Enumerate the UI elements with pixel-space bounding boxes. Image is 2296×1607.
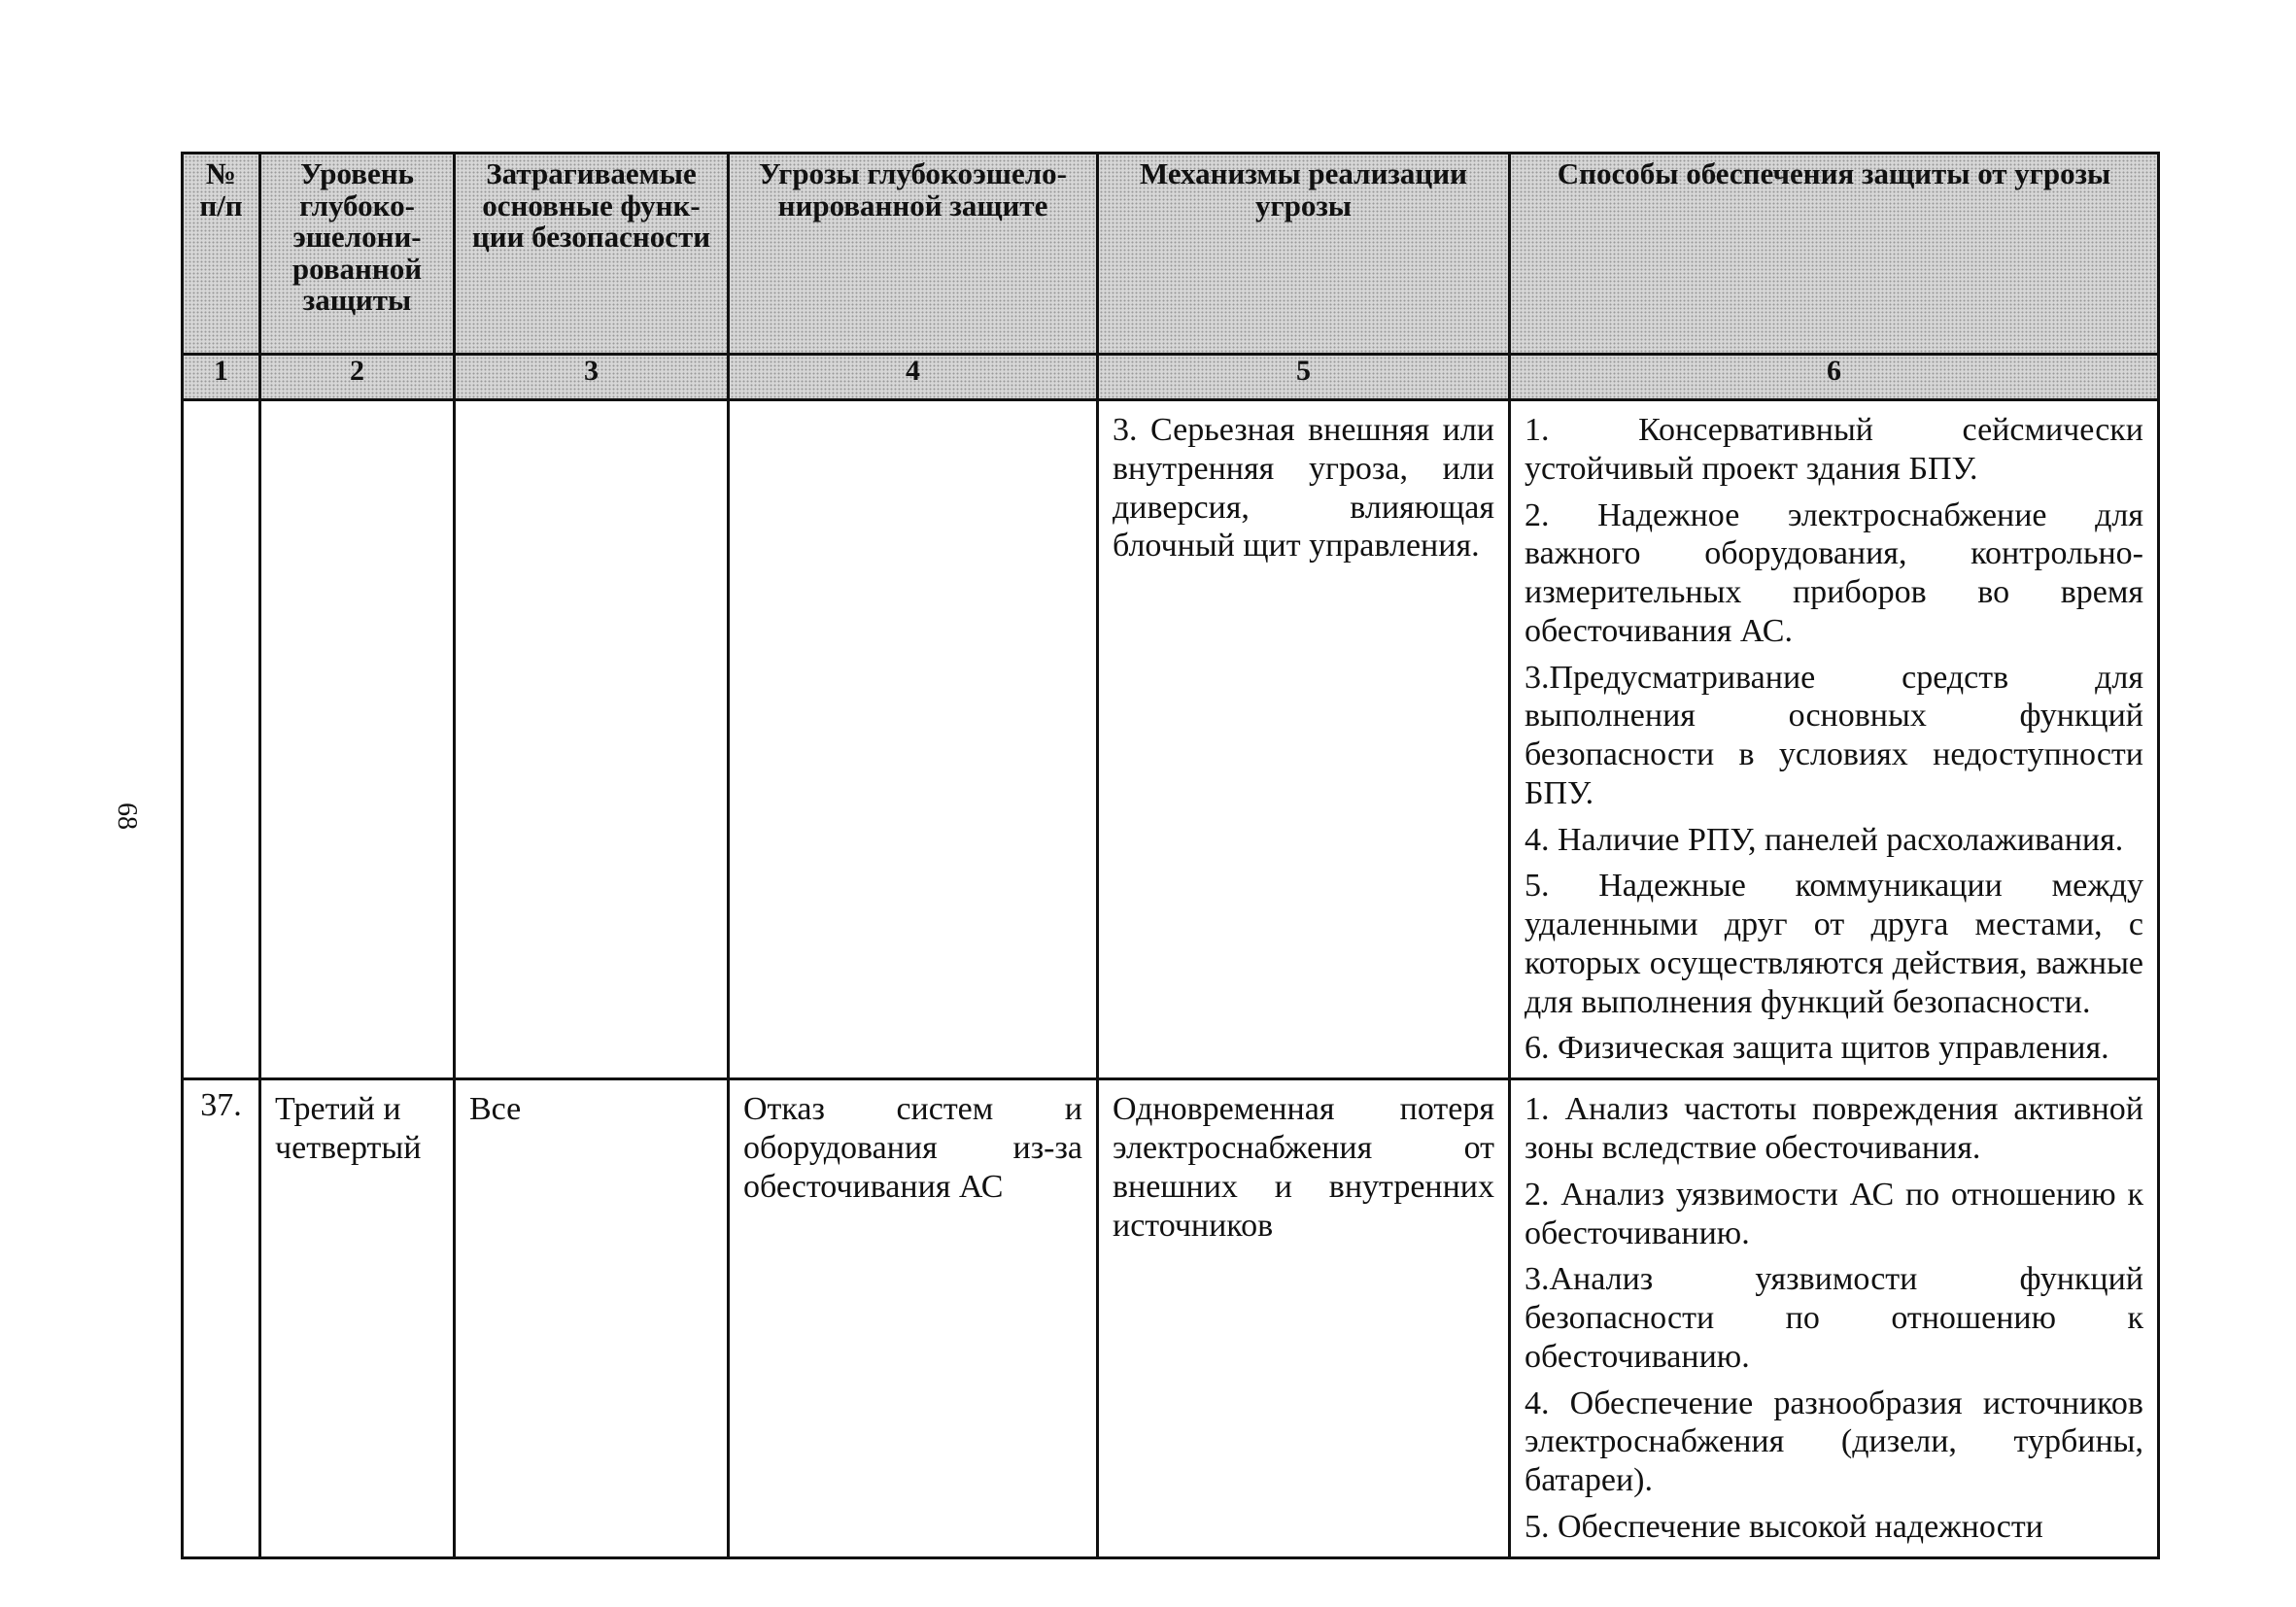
safety-functions-cell: [455, 400, 729, 1079]
table-header-row: [183, 154, 2159, 355]
measures-cell: [1510, 400, 2159, 1079]
column-number: 5: [1098, 355, 1510, 400]
measure-item: 4. Обеспечение разнообразия источников электроснабжения (дизели, турбины, батареи).: [1525, 1385, 2143, 1499]
column-number: 2: [260, 355, 455, 400]
column-number: 4: [729, 355, 1098, 400]
measure-item: 5. Обеспечение высокой надежности: [1525, 1508, 2043, 1545]
threat-cell: Отказ систем и оборудования из-за обесточивания АС: [729, 1079, 1098, 1557]
document-table: [181, 152, 2160, 1559]
column-number: 3: [455, 355, 729, 400]
measure-item: 3.Анализ уязвимости функций безопасности по отношению к обесточиванию.: [1525, 1261, 2143, 1375]
mechanism-cell: Одновременная потеря электроснабжения от внешних и внутренних источников: [1098, 1079, 1510, 1557]
header-protection-methods: Способы обеспечения защиты от угрозы: [1510, 154, 2159, 355]
measure-item: 5. Надежные коммуникации между удаленными друг от друга местами, с которых осуществляются действия, важные для выполнения функций безопасности.: [1525, 868, 2143, 1020]
column-number: 6: [1510, 355, 2159, 400]
row-number-cell: [183, 400, 260, 1079]
table-row: [183, 1079, 2159, 1557]
column-number: 1: [183, 355, 260, 400]
defense-level-cell: Третий и четвертый: [260, 1079, 455, 1557]
measures-cell: [1510, 1079, 2159, 1557]
measure-item: 3.Предусматривание средств для выполнения основных функций безопасности в условиях недоступности БПУ.: [1525, 659, 2143, 811]
header-safety-functions: Затрагиваемые основные функ-ции безопасности: [455, 154, 729, 355]
measure-item: 1. Консервативный сейсмически устойчивый проект здания БПУ.: [1525, 412, 2143, 487]
measure-item: 4. Наличие РПУ, панелей расхолаживания.: [1525, 821, 2124, 858]
measure-item: 2. Анализ уязвимости АС по отношению к обесточиванию.: [1525, 1176, 2143, 1251]
table-row: [183, 400, 2159, 1079]
mechanism-cell: 3. Серьезная внешняя или внутренняя угроза, или диверсия, влияющая блочный щит управления.: [1098, 400, 1510, 1079]
header-number: № п/п: [183, 154, 260, 355]
defense-level-cell: [260, 400, 455, 1079]
threat-cell: [729, 400, 1098, 1079]
header-threats: Угрозы глубокоэшело-нированной защите: [729, 154, 1098, 355]
row-number-cell: 37.: [183, 1079, 260, 1557]
column-number-row: [183, 355, 2159, 400]
measure-item: 2. Надежное электроснабжение для важного оборудования, контрольно-измерительных приборов во время обесточивания АС.: [1525, 496, 2143, 649]
header-defense-level: Уровень глубоко-эшелони-рованной защиты: [260, 154, 455, 355]
measure-item: 6. Физическая защита щитов управления.: [1525, 1030, 2109, 1067]
measure-item: 1. Анализ частоты повреждения активной зоны вследствие обесточивания.: [1525, 1091, 2143, 1167]
header-mechanisms: Механизмы реализации угрозы: [1098, 154, 1510, 355]
safety-functions-cell: Все: [455, 1079, 729, 1557]
page-number: 68: [112, 803, 142, 830]
